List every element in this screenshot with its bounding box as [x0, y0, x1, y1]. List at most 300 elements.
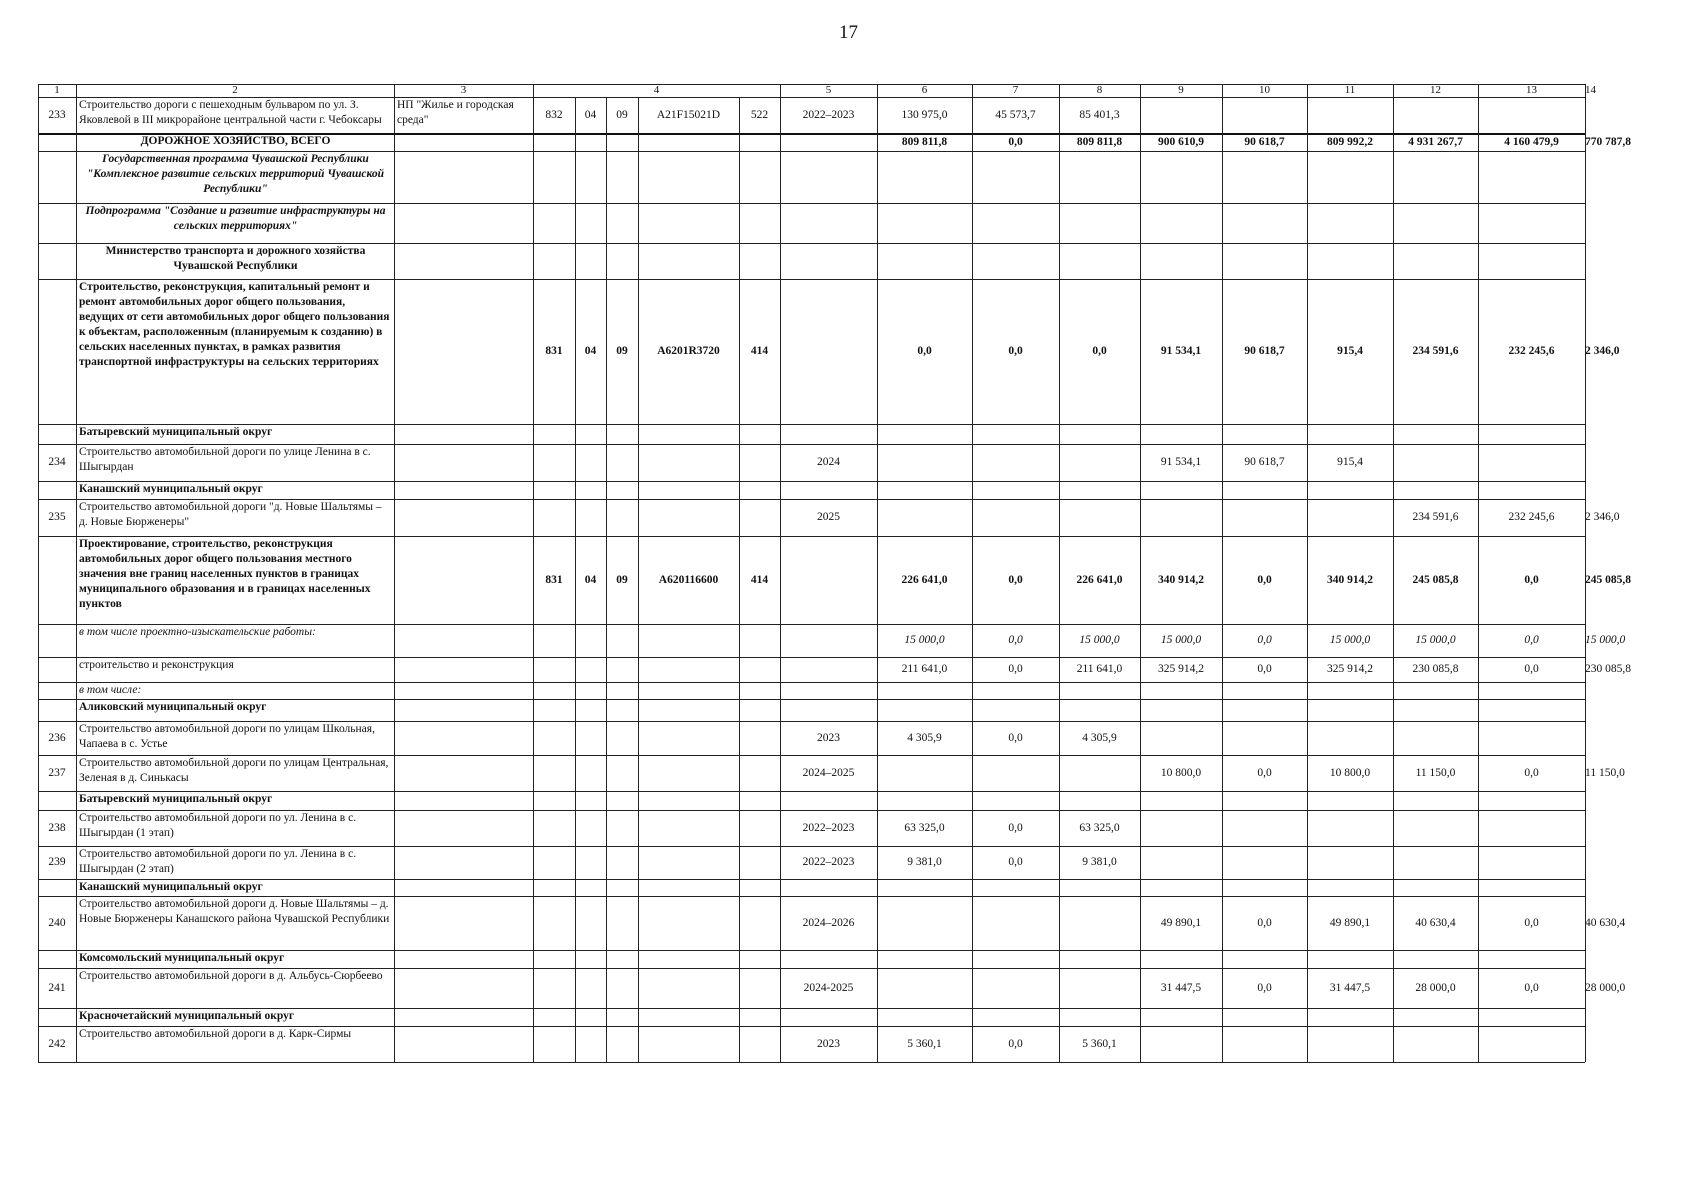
- executor-cell: [394, 424, 533, 444]
- budget-code-cell: [575, 133, 606, 151]
- amount-cell: [1307, 950, 1393, 968]
- grid-line: [38, 499, 1585, 500]
- amount-cell: [972, 424, 1059, 444]
- grid-line: [38, 791, 1585, 792]
- amount-cell: 0,0: [1524, 766, 1539, 779]
- amount-cell: [1393, 151, 1478, 203]
- row-name-cell: в том числе:: [79, 684, 142, 696]
- budget-code-cell: [638, 879, 739, 896]
- amount-cell: 0,0: [1008, 573, 1023, 586]
- budget-code-cell: [638, 1008, 739, 1026]
- amount-cell: 0,0: [1008, 135, 1023, 148]
- amount-cell: 90 618,7: [1244, 135, 1285, 148]
- amount-cell: [877, 968, 972, 1008]
- budget-code-cell: [638, 755, 739, 791]
- amount-cell: [972, 682, 1059, 699]
- grid-line: [38, 846, 1585, 847]
- amount-cell: [1478, 151, 1585, 203]
- budget-code-cell: [533, 424, 575, 444]
- amount-cell: 0,0: [1257, 981, 1272, 994]
- amount-cell: [1307, 481, 1393, 499]
- row-number-cell: [38, 624, 76, 657]
- row-name-cell: Строительство автомобильной дороги по ул. Ленина в с. Шыгырдан (1 этап): [79, 812, 357, 839]
- budget-code-cell: 522: [750, 108, 769, 121]
- period-cell: 2023: [817, 1037, 840, 1050]
- row-number-cell: [38, 879, 76, 896]
- budget-code-cell: [638, 682, 739, 699]
- budget-code-cell: [739, 243, 780, 279]
- amount-cell: 31 447,5: [1160, 981, 1202, 994]
- amount-cell: [972, 950, 1059, 968]
- amount-cell: [877, 791, 972, 810]
- amount-cell: [1478, 1026, 1585, 1062]
- budget-code-cell: [638, 968, 739, 1008]
- amount-cell: 809 992,2: [1327, 135, 1373, 148]
- budget-code-cell: [575, 1026, 606, 1062]
- period-cell: [780, 536, 877, 624]
- grid-line: [38, 84, 39, 1062]
- row-name-cell: Проектирование, строительство, реконструкция автомобильных дорог общего пользования местного значения вне границ населенных пунктов в границах муниципального образования и в границах населенных пунктов: [79, 538, 371, 610]
- budget-code-cell: [533, 481, 575, 499]
- grid-line: [575, 97, 576, 1062]
- row-number-cell: 238: [48, 821, 66, 834]
- column-number-header: 13: [1526, 84, 1537, 96]
- budget-code-cell: [739, 896, 780, 950]
- amount-cell: 0,0: [1257, 916, 1272, 929]
- amount-cell: [877, 755, 972, 791]
- budget-code-cell: [638, 810, 739, 846]
- budget-code-cell: [575, 950, 606, 968]
- amount-cell: [1059, 424, 1140, 444]
- period-cell: [780, 203, 877, 243]
- amount-cell: [972, 755, 1059, 791]
- budget-code-cell: [575, 879, 606, 896]
- amount-cell: 325 914,2: [1327, 663, 1373, 675]
- amount-cell: [1393, 481, 1478, 499]
- amount-cell: [1140, 682, 1222, 699]
- row-number-cell: [38, 950, 76, 968]
- amount-cell: [1059, 699, 1140, 721]
- budget-code-cell: [606, 846, 638, 879]
- budget-code-cell: 09: [616, 345, 628, 357]
- amount-cell: [1059, 755, 1140, 791]
- amount-cell: 15 000,0: [1585, 634, 1626, 646]
- amount-cell: 245 085,8: [1585, 573, 1631, 586]
- budget-code-cell: [739, 755, 780, 791]
- budget-code-cell: [739, 133, 780, 151]
- budget-code-cell: [739, 682, 780, 699]
- grid-line: [877, 84, 878, 1062]
- grid-line: [38, 444, 1585, 445]
- amount-cell: 4 305,9: [1082, 731, 1117, 744]
- grid-line: [38, 950, 1585, 951]
- amount-cell: [877, 896, 972, 950]
- budget-code-cell: [533, 846, 575, 879]
- grid-line: [1059, 84, 1060, 1062]
- amount-cell: 0,0: [1524, 663, 1539, 675]
- executor-cell: [394, 755, 533, 791]
- budget-code-cell: [575, 810, 606, 846]
- grid-line: [76, 84, 77, 1062]
- grid-line: [780, 84, 781, 1062]
- budget-code-cell: 831: [545, 573, 563, 586]
- amount-cell: [1059, 151, 1140, 203]
- amount-cell: 900 610,9: [1158, 135, 1204, 148]
- amount-cell: [877, 1008, 972, 1026]
- budget-code-cell: [533, 721, 575, 755]
- budget-code-cell: [575, 499, 606, 536]
- amount-cell: 211 641,0: [1076, 663, 1123, 675]
- budget-code-cell: [638, 424, 739, 444]
- amount-cell: 10 800,0: [1329, 766, 1371, 779]
- budget-code-cell: [606, 810, 638, 846]
- budget-code-cell: [533, 755, 575, 791]
- amount-cell: [972, 1008, 1059, 1026]
- budget-code-cell: [606, 481, 638, 499]
- budget-code-cell: [533, 243, 575, 279]
- budget-code-cell: [533, 133, 575, 151]
- amount-cell: [1222, 1008, 1307, 1026]
- row-number-cell: 240: [48, 916, 66, 929]
- row-number-cell: [38, 536, 76, 624]
- executor-cell: [394, 1008, 533, 1026]
- amount-cell: [972, 699, 1059, 721]
- amount-cell: 5 360,1: [907, 1037, 942, 1050]
- budget-code-cell: [739, 424, 780, 444]
- period-cell: 2024: [817, 456, 840, 468]
- amount-cell: [1222, 699, 1307, 721]
- row-number-cell: [38, 279, 76, 424]
- amount-cell: [1140, 846, 1222, 879]
- amount-cell: [1307, 879, 1393, 896]
- budget-code-cell: [533, 791, 575, 810]
- amount-cell: [1307, 203, 1393, 243]
- executor-cell: [394, 243, 533, 279]
- amount-cell: [1140, 151, 1222, 203]
- period-cell: [780, 424, 877, 444]
- budget-code-cell: 414: [750, 345, 769, 357]
- amount-cell: 28 000,0: [1415, 981, 1456, 994]
- row-name-cell: ДОРОЖНОЕ ХОЗЯЙСТВО, ВСЕГО: [140, 135, 331, 147]
- period-cell: 2025: [817, 511, 840, 523]
- amount-cell: 0,0: [1524, 634, 1539, 646]
- budget-code-cell: [638, 444, 739, 481]
- column-number-header: 5: [825, 84, 832, 96]
- row-name-cell: Комсомольский муниципальный округ: [79, 952, 285, 964]
- budget-code-cell: 04: [584, 573, 597, 586]
- budget-code-cell: [638, 481, 739, 499]
- amount-cell: [1478, 682, 1585, 699]
- amount-cell: 15 000,0: [1329, 634, 1371, 646]
- row-number-cell: 242: [48, 1037, 66, 1050]
- grid-line: [38, 1062, 1585, 1063]
- amount-cell: 0,0: [1008, 1037, 1023, 1050]
- amount-cell: [1059, 879, 1140, 896]
- budget-code-cell: [739, 968, 780, 1008]
- amount-cell: 230 085,8: [1585, 663, 1631, 675]
- budget-code-cell: [575, 444, 606, 481]
- amount-cell: [1140, 499, 1222, 536]
- budget-code-cell: [606, 1026, 638, 1062]
- amount-cell: 211 641,0: [901, 663, 948, 675]
- amount-cell: [1307, 810, 1393, 846]
- period-cell: 2024–2025: [802, 766, 855, 779]
- grid-line: [38, 151, 1585, 152]
- amount-cell: [1307, 721, 1393, 755]
- row-name-cell: Строительство автомобильной дороги по улицам Центральная, Зеленая в д. Синькасы: [79, 757, 389, 784]
- row-name-cell: Батыревский муниципальный округ: [79, 793, 273, 805]
- amount-cell: [972, 203, 1059, 243]
- budget-code-cell: [638, 721, 739, 755]
- amount-cell: [877, 950, 972, 968]
- budget-code-cell: [606, 755, 638, 791]
- amount-cell: 40 630,4: [1415, 916, 1456, 929]
- period-cell: [780, 151, 877, 203]
- grid-line: [38, 755, 1585, 756]
- grid-line: [1393, 84, 1394, 1062]
- row-number-cell: [38, 682, 76, 699]
- amount-cell: 2 346,0: [1585, 511, 1620, 523]
- budget-code-cell: [575, 424, 606, 444]
- amount-cell: [1393, 203, 1478, 243]
- budget-code-cell: [739, 950, 780, 968]
- budget-code-cell: [638, 624, 739, 657]
- amount-cell: 0,0: [1008, 821, 1023, 834]
- amount-cell: [1059, 499, 1140, 536]
- budget-code-cell: [606, 968, 638, 1008]
- budget-code-cell: [739, 444, 780, 481]
- budget-code-cell: [606, 133, 638, 151]
- amount-cell: [1140, 243, 1222, 279]
- amount-cell: [972, 151, 1059, 203]
- row-number-cell: [38, 481, 76, 499]
- amount-cell: 9 381,0: [907, 856, 942, 868]
- grid-line: [38, 968, 1585, 969]
- grid-line: [38, 97, 1585, 98]
- amount-cell: [1140, 699, 1222, 721]
- row-number-cell: 235: [48, 511, 66, 523]
- amount-cell: 15 000,0: [1160, 634, 1202, 646]
- executor-cell: [394, 810, 533, 846]
- amount-cell: 0,0: [1524, 573, 1539, 586]
- budget-code-cell: [638, 791, 739, 810]
- row-name-cell: в том числе проектно-изыскательские работы:: [79, 626, 316, 638]
- amount-cell: [1393, 879, 1478, 896]
- amount-cell: [1393, 810, 1478, 846]
- executor-cell: [394, 1026, 533, 1062]
- budget-code-cell: [739, 721, 780, 755]
- grid-line: [638, 97, 639, 1062]
- amount-cell: [1478, 879, 1585, 896]
- amount-cell: [1393, 1008, 1478, 1026]
- amount-cell: 91 534,1: [1160, 456, 1202, 468]
- budget-code-cell: [575, 896, 606, 950]
- grid-line: [1478, 84, 1479, 1062]
- amount-cell: [972, 791, 1059, 810]
- budget-code-cell: [606, 721, 638, 755]
- budget-code-cell: [575, 682, 606, 699]
- grid-line: [38, 279, 1585, 280]
- budget-code-cell: [575, 968, 606, 1008]
- row-name-cell: Министерство транспорта и дорожного хозяйства Чувашской Республики: [105, 245, 366, 272]
- grid-line: [394, 84, 395, 1062]
- amount-cell: [972, 896, 1059, 950]
- executor-cell: [394, 481, 533, 499]
- grid-line: [606, 97, 607, 1062]
- amount-cell: 230 085,8: [1412, 663, 1459, 675]
- executor-cell: [394, 791, 533, 810]
- amount-cell: [877, 481, 972, 499]
- amount-cell: [1393, 424, 1478, 444]
- budget-code-cell: A21F15021D: [656, 108, 721, 121]
- amount-cell: [1222, 97, 1307, 133]
- grid-line: [533, 84, 534, 1062]
- row-name-cell: Канашский муниципальный округ: [79, 881, 263, 893]
- budget-code-cell: [606, 791, 638, 810]
- amount-cell: [972, 968, 1059, 1008]
- amount-cell: [1059, 896, 1140, 950]
- executor-cell: [394, 624, 533, 657]
- row-number-cell: 241: [48, 981, 66, 994]
- amount-cell: [877, 203, 972, 243]
- period-cell: 2022–2023: [802, 821, 855, 834]
- amount-cell: [1059, 203, 1140, 243]
- budget-code-cell: [638, 846, 739, 879]
- row-number-cell: [38, 151, 76, 203]
- page-number: 17: [839, 22, 858, 43]
- amount-cell: [1478, 721, 1585, 755]
- amount-cell: [1393, 950, 1478, 968]
- grid-line: [38, 1026, 1585, 1027]
- amount-cell: [1478, 444, 1585, 481]
- amount-cell: 91 534,1: [1160, 345, 1202, 357]
- amount-cell: [1059, 1008, 1140, 1026]
- column-number-header: 4: [653, 84, 660, 96]
- period-cell: [780, 699, 877, 721]
- budget-code-cell: [739, 151, 780, 203]
- executor-cell: [394, 151, 533, 203]
- amount-cell: [1222, 846, 1307, 879]
- amount-cell: 40 630,4: [1585, 916, 1626, 929]
- budget-code-cell: [575, 243, 606, 279]
- budget-code-cell: [638, 699, 739, 721]
- period-cell: [780, 243, 877, 279]
- amount-cell: [1478, 810, 1585, 846]
- amount-cell: [1307, 499, 1393, 536]
- amount-cell: 15 000,0: [1079, 634, 1120, 646]
- amount-cell: 31 447,5: [1329, 981, 1371, 994]
- amount-cell: 11 150,0: [1585, 766, 1625, 779]
- period-cell: 2024–2026: [802, 916, 855, 929]
- executor-cell: [394, 846, 533, 879]
- budget-code-cell: [606, 657, 638, 682]
- budget-code-cell: 831: [545, 345, 563, 357]
- budget-code-cell: [575, 755, 606, 791]
- amount-cell: [972, 499, 1059, 536]
- period-cell: [780, 1008, 877, 1026]
- amount-cell: 770 787,8: [1585, 135, 1631, 148]
- row-number-cell: 233: [48, 108, 66, 121]
- period-cell: 2024-2025: [803, 981, 854, 994]
- amount-cell: 90 618,7: [1244, 456, 1285, 468]
- amount-cell: [1222, 950, 1307, 968]
- amount-cell: [1140, 203, 1222, 243]
- amount-cell: [1393, 791, 1478, 810]
- budget-code-cell: [533, 624, 575, 657]
- amount-cell: [1222, 499, 1307, 536]
- amount-cell: 0,0: [1257, 766, 1272, 779]
- amount-cell: [1307, 682, 1393, 699]
- amount-cell: 4 931 267,7: [1408, 135, 1463, 148]
- budget-code-cell: [533, 657, 575, 682]
- budget-code-cell: [606, 424, 638, 444]
- period-cell: [780, 624, 877, 657]
- amount-cell: [1393, 1026, 1478, 1062]
- budget-code-cell: [575, 791, 606, 810]
- budget-code-cell: [606, 203, 638, 243]
- row-name-cell: Строительство автомобильной дороги по улице Ленина в с. Шыгырдан: [79, 446, 371, 473]
- amount-cell: [972, 444, 1059, 481]
- budget-code-cell: [533, 699, 575, 721]
- column-number-header: 7: [1012, 84, 1019, 96]
- budget-code-cell: [739, 1008, 780, 1026]
- amount-cell: 63 325,0: [904, 821, 945, 834]
- amount-cell: [1140, 791, 1222, 810]
- amount-cell: [1307, 97, 1393, 133]
- amount-cell: [1307, 1008, 1393, 1026]
- amount-cell: 130 975,0: [901, 108, 948, 121]
- executor-cell: [394, 896, 533, 950]
- row-number-cell: [38, 203, 76, 243]
- grid-line: [38, 657, 1585, 658]
- budget-code-cell: [739, 499, 780, 536]
- amount-cell: [972, 243, 1059, 279]
- budget-code-cell: [638, 657, 739, 682]
- amount-cell: [1140, 879, 1222, 896]
- amount-cell: 9 381,0: [1082, 856, 1117, 868]
- grid-line: [1307, 84, 1308, 1062]
- executor-cell: [394, 699, 533, 721]
- amount-cell: 0,0: [1524, 916, 1539, 929]
- amount-cell: 809 811,8: [901, 135, 948, 148]
- budget-code-cell: [739, 624, 780, 657]
- budget-code-cell: [638, 151, 739, 203]
- budget-code-cell: [533, 444, 575, 481]
- amount-cell: [1140, 810, 1222, 846]
- amount-cell: 28 000,0: [1585, 981, 1626, 994]
- amount-cell: [1059, 682, 1140, 699]
- budget-code-cell: [606, 896, 638, 950]
- amount-cell: [1140, 424, 1222, 444]
- amount-cell: 4 160 479,9: [1504, 135, 1559, 148]
- row-number-cell: [38, 133, 76, 151]
- row-number-cell: 234: [48, 456, 66, 468]
- row-name-cell: Строительство автомобильной дороги по улицам Школьная, Чапаева в с. Устье: [79, 723, 375, 750]
- executor-cell: [394, 968, 533, 1008]
- budget-code-cell: [606, 151, 638, 203]
- budget-code-cell: [533, 968, 575, 1008]
- column-number-header: 11: [1344, 84, 1356, 96]
- executor-cell: [394, 536, 533, 624]
- amount-cell: 63 325,0: [1079, 821, 1120, 834]
- row-number-cell: 237: [48, 766, 66, 779]
- budget-code-cell: [638, 1026, 739, 1062]
- row-name-cell: Строительство дороги с пешеходным бульваром по ул. З. Яковлевой в III микрорайоне центральной части г. Чебоксары: [79, 99, 382, 126]
- amount-cell: [1059, 950, 1140, 968]
- amount-cell: [1307, 791, 1393, 810]
- amount-cell: 0,0: [1092, 345, 1107, 357]
- amount-cell: [1140, 481, 1222, 499]
